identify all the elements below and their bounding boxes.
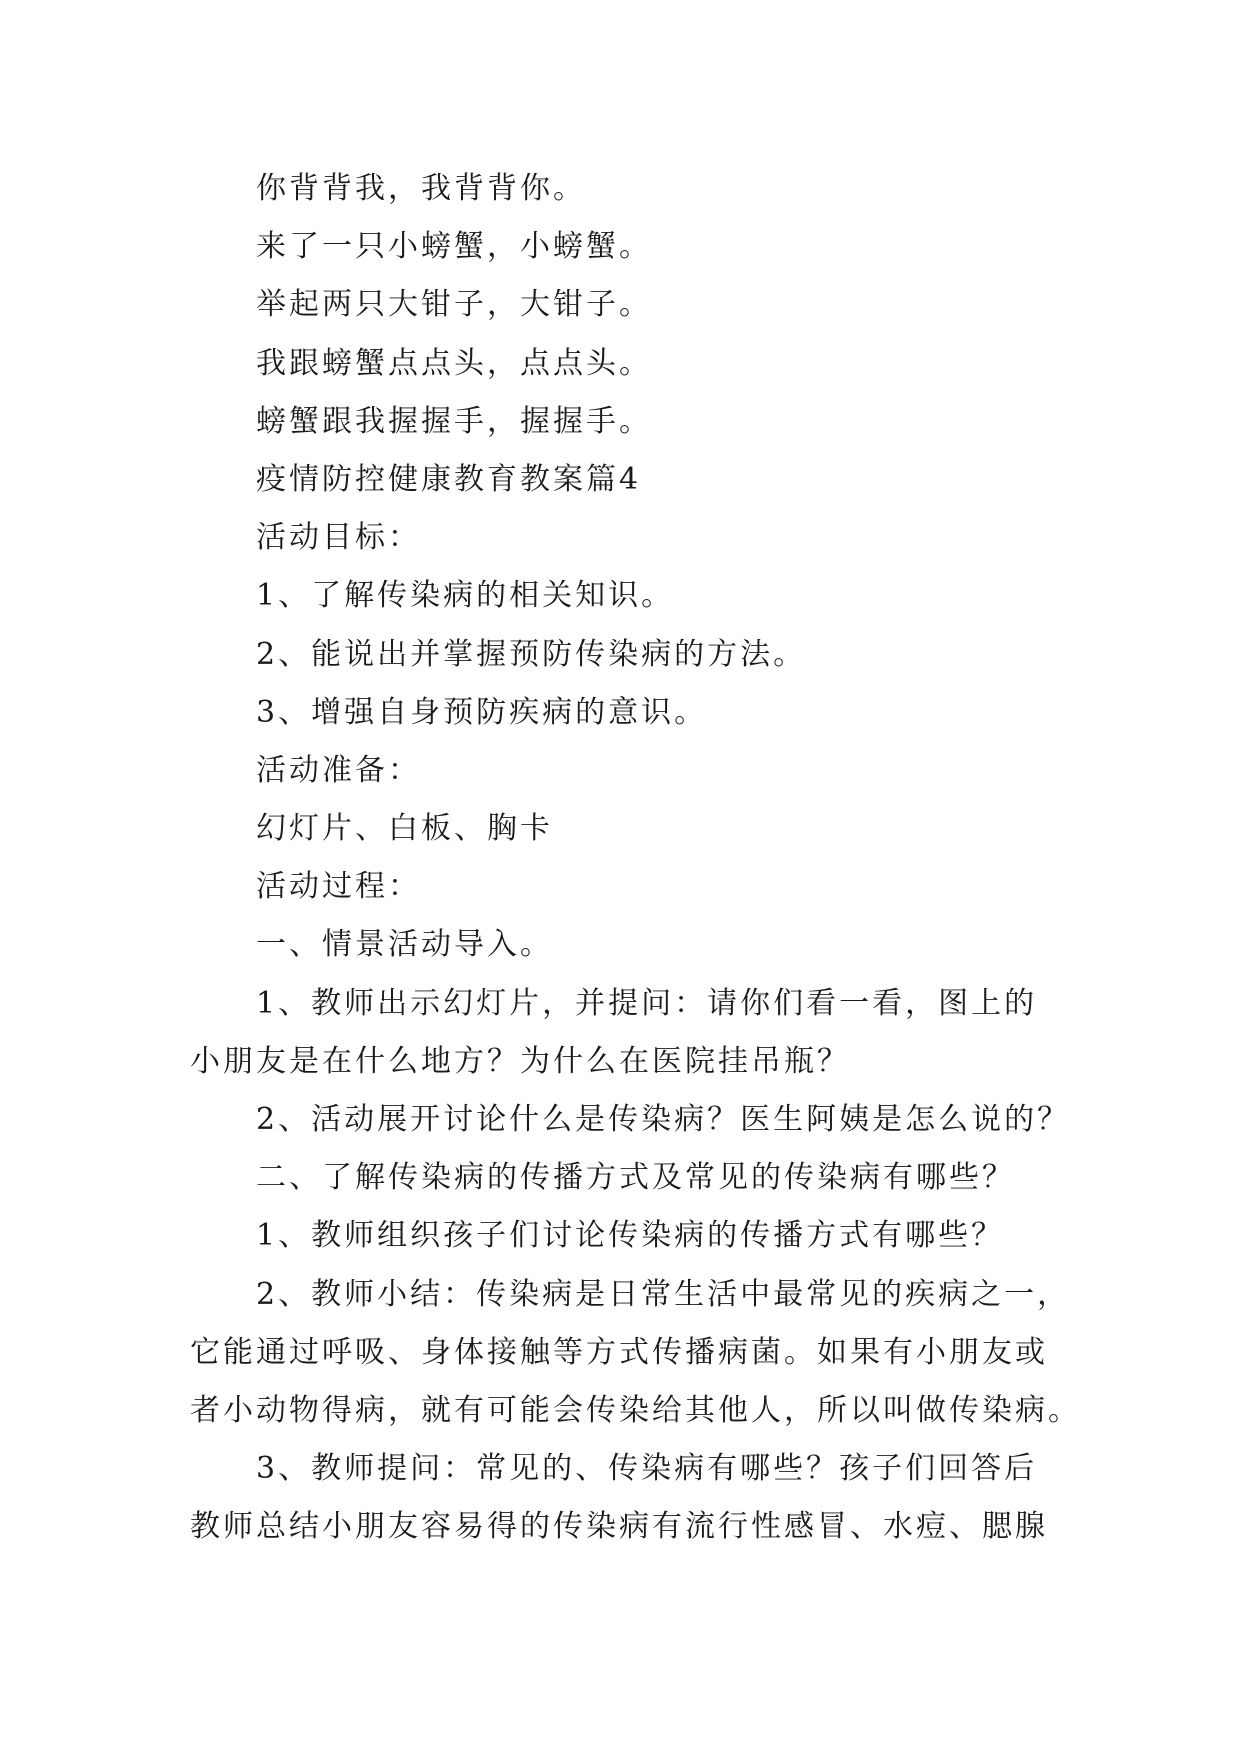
text-line: 活动目标： <box>256 520 421 556</box>
text-line: 幻灯片、白板、胸卡 <box>256 811 553 847</box>
text-line: 来了一只小螃蟹，小螃蟹。 <box>256 229 652 265</box>
text-line: 小朋友是在什么地方？为什么在医院挂吊瓶？ <box>190 1043 850 1079</box>
text-line: 教师总结小朋友容易得的传染病有流行性感冒、水痘、腮腺 <box>190 1509 1048 1545</box>
text-line: 2、教师小结：传染病是日常生活中最常见的疾病之一， <box>256 1276 1071 1312</box>
text-line: 者小动物得病，就有可能会传染给其他人，所以叫做传染病。 <box>190 1392 1081 1428</box>
text-line: 3、增强自身预防疾病的意识。 <box>256 694 708 730</box>
text-line: 你背背我，我背背你。 <box>256 171 586 206</box>
text-line: 二、了解传染病的传播方式及常见的传染病有哪些？ <box>256 1160 1015 1196</box>
text-line: 1、了解传染病的相关知识。 <box>256 578 675 614</box>
text-line: 1、教师组织孩子们讨论传染病的传播方式有哪些？ <box>256 1218 1005 1254</box>
text-line: 疫情防控健康教育教案篇4 <box>256 461 642 497</box>
text-line: 螃蟹跟我握握手，握握手。 <box>256 403 652 439</box>
document-body <box>190 160 1081 1557</box>
text-line: 1、教师出示幻灯片，并提问：请你们看一看，图上的 <box>256 985 1038 1021</box>
text-line: 我跟螃蟹点点头，点点头。 <box>256 345 652 381</box>
text-line: 一、情景活动导入。 <box>256 927 553 963</box>
text-line: 它能通过呼吸、身体接触等方式传播病菌。如果有小朋友或 <box>190 1334 1048 1370</box>
text-line: 3、教师提问：常见的、传染病有哪些？孩子们回答后 <box>256 1451 1038 1487</box>
text-line: 2、能说出并掌握预防传染病的方法。 <box>256 636 807 672</box>
text-line: 活动过程： <box>256 869 421 905</box>
text-line: 活动准备： <box>256 752 421 788</box>
text-line: 2、活动展开讨论什么是传染病？医生阿姨是怎么说的？ <box>256 1102 1071 1137</box>
text-line: 举起两只大钳子，大钳子。 <box>256 287 652 323</box>
